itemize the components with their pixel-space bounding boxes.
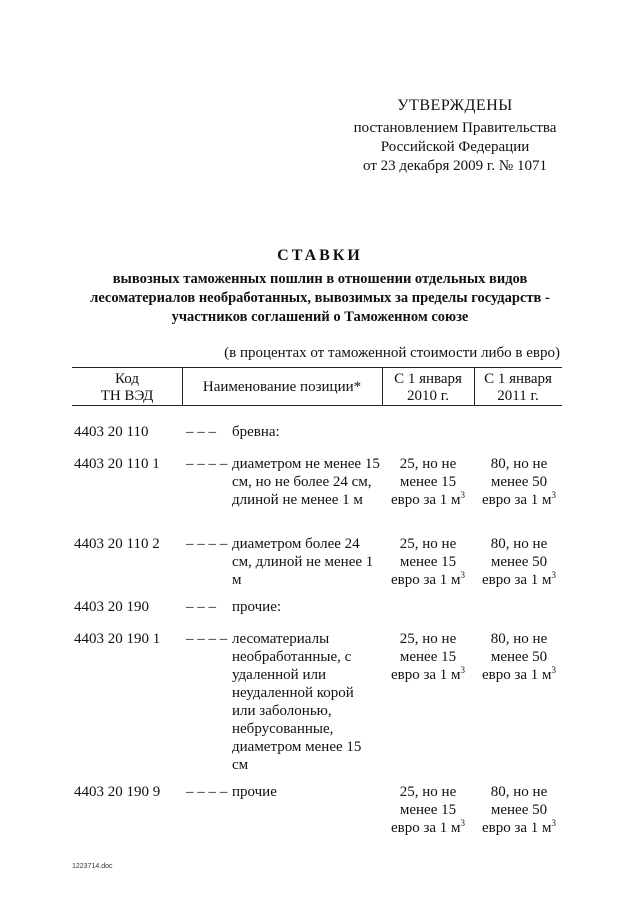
row-code: 4403 20 110 2 bbox=[74, 536, 160, 552]
table-header-rule bbox=[72, 405, 562, 406]
rate-unit: евро за 1 м bbox=[390, 572, 461, 588]
header-year-2010-line-1: С 1 января bbox=[394, 371, 462, 387]
rate-2011 bbox=[474, 630, 564, 684]
row-name: бревна: bbox=[232, 424, 280, 440]
row-code: 4403 20 190 bbox=[74, 599, 149, 615]
rate-line: менее 50 bbox=[490, 802, 548, 818]
rate-line bbox=[383, 571, 473, 589]
table-top-rule bbox=[72, 367, 562, 368]
row-dash: – – – – bbox=[186, 631, 228, 647]
approval-heading: УТВЕРЖДЕНЫ bbox=[397, 97, 513, 114]
header-year-2011-line-2: 2011 г. bbox=[497, 388, 539, 404]
rate-line bbox=[474, 666, 564, 684]
rate-unit: евро за 1 м bbox=[481, 572, 552, 588]
unit-exponent: 3 bbox=[551, 665, 557, 675]
rate-line: 25, но не bbox=[399, 784, 457, 800]
rate-line: 25, но не bbox=[399, 536, 457, 552]
header-name: Наименование позиции* bbox=[202, 379, 362, 395]
header-code bbox=[72, 371, 182, 405]
row-dash: – – – bbox=[186, 424, 216, 440]
footer-file-name: 1223714.doc bbox=[72, 863, 113, 870]
rate-2010 bbox=[383, 455, 473, 509]
rate-line bbox=[383, 491, 473, 509]
unit-exponent: 3 bbox=[460, 818, 466, 828]
row-dash: – – – bbox=[186, 599, 216, 615]
row-dash: – – – – bbox=[186, 784, 228, 800]
rate-line bbox=[474, 819, 564, 837]
header-code-line-1: Код bbox=[115, 371, 139, 387]
rate-2011 bbox=[474, 455, 564, 509]
document-subtitle bbox=[60, 270, 580, 327]
rate-line: менее 50 bbox=[490, 649, 548, 665]
header-year-2010-line-2: 2010 г. bbox=[407, 388, 449, 404]
row-code: 4403 20 110 bbox=[74, 424, 149, 440]
subtitle-line-1: вывозных таможенных пошлин в отношении отдельных видов bbox=[112, 271, 528, 287]
approval-block bbox=[320, 96, 590, 176]
unit-exponent: 3 bbox=[460, 490, 466, 500]
rate-line: менее 15 bbox=[399, 649, 457, 665]
header-code-line-2: ТН ВЭД bbox=[100, 388, 154, 404]
rate-2010 bbox=[383, 535, 473, 589]
units-note: (в процентах от таможенной стоимости либо в евро) bbox=[224, 345, 560, 361]
row-name: диаметром более 24 см, длиной не менее 1 м bbox=[232, 536, 374, 588]
rate-unit: евро за 1 м bbox=[390, 667, 461, 683]
unit-exponent: 3 bbox=[551, 818, 557, 828]
rate-2011 bbox=[474, 535, 564, 589]
rate-line bbox=[474, 491, 564, 509]
approval-line-1: постановлением Правительства bbox=[353, 120, 557, 136]
subtitle-line-3: участников соглашений о Таможенном союзе bbox=[171, 309, 469, 325]
unit-exponent: 3 bbox=[460, 570, 466, 580]
subtitle-line-2: лесоматериалов необработанных, вывозимых за пределы государств - bbox=[90, 290, 550, 306]
row-code: 4403 20 110 1 bbox=[74, 456, 160, 472]
rate-2011 bbox=[474, 783, 564, 837]
header-year-2011-line-1: С 1 января bbox=[484, 371, 552, 387]
rate-line bbox=[383, 666, 473, 684]
rate-2010 bbox=[383, 783, 473, 837]
unit-exponent: 3 bbox=[460, 665, 466, 675]
rate-line: 80, но не bbox=[490, 456, 548, 472]
row-name: диаметром не менее 15 см, но не более 24 см, длиной не менее 1 м bbox=[232, 456, 380, 508]
rate-unit: евро за 1 м bbox=[481, 667, 552, 683]
unit-exponent: 3 bbox=[551, 490, 557, 500]
approval-line-3: от 23 декабря 2009 г. № 1071 bbox=[363, 158, 547, 174]
rate-line: менее 15 bbox=[399, 474, 457, 490]
rate-unit: евро за 1 м bbox=[390, 492, 461, 508]
rate-line bbox=[474, 571, 564, 589]
rate-line: 80, но не bbox=[490, 631, 548, 647]
document-title: СТАВКИ bbox=[277, 247, 363, 264]
header-year-2011 bbox=[474, 371, 562, 405]
rate-line: менее 50 bbox=[490, 474, 548, 490]
header-year-2010 bbox=[382, 371, 474, 405]
row-code: 4403 20 190 9 bbox=[74, 784, 161, 800]
rate-line: 80, но не bbox=[490, 536, 548, 552]
rate-line: менее 15 bbox=[399, 554, 457, 570]
rate-unit: евро за 1 м bbox=[390, 820, 461, 836]
unit-exponent: 3 bbox=[551, 570, 557, 580]
row-name: лесоматериалы необработанные, с удаленной или неудаленной корой или заболонью, небрусованные, диаметром менее 15 см bbox=[232, 631, 362, 773]
rate-line: менее 50 bbox=[490, 554, 548, 570]
rate-line bbox=[383, 819, 473, 837]
rate-line: 25, но не bbox=[399, 456, 457, 472]
approval-line-2: Российской Федерации bbox=[380, 139, 530, 155]
rate-2010 bbox=[383, 630, 473, 684]
rate-line: 25, но не bbox=[399, 631, 457, 647]
row-dash: – – – – bbox=[186, 536, 228, 552]
row-code: 4403 20 190 1 bbox=[74, 631, 161, 647]
rate-line: 80, но не bbox=[490, 784, 548, 800]
rate-unit: евро за 1 м bbox=[481, 820, 552, 836]
row-name: прочие bbox=[232, 784, 277, 800]
rate-line: менее 15 bbox=[399, 802, 457, 818]
rate-unit: евро за 1 м bbox=[481, 492, 552, 508]
row-dash: – – – – bbox=[186, 456, 228, 472]
row-name: прочие: bbox=[232, 599, 282, 615]
